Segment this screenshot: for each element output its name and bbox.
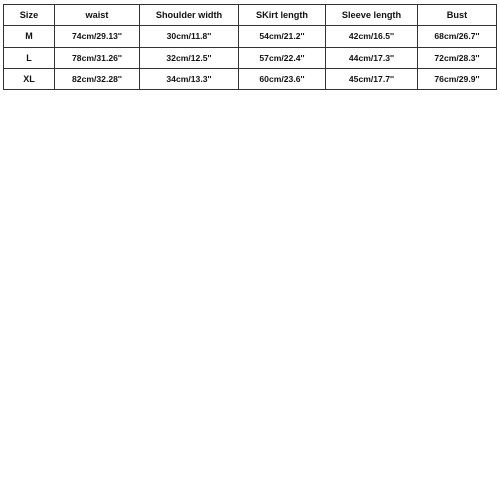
shoulder-width-cell: 32cm/12.5'' — [140, 47, 239, 68]
skirt-length-cell: 54cm/21.2'' — [239, 26, 326, 47]
skirt-length-cell: 60cm/23.6'' — [239, 68, 326, 89]
header-row — [4, 5, 497, 26]
bust-cell: 72cm/28.3'' — [418, 47, 497, 68]
sleeve-length-cell: 45cm/17.7'' — [326, 68, 418, 89]
size-cell: XL — [4, 68, 55, 89]
shoulder-width-cell: 34cm/13.3'' — [140, 68, 239, 89]
header-size: Size — [4, 5, 55, 26]
size-cell: M — [4, 26, 55, 47]
bust-cell: 68cm/26.7'' — [418, 26, 497, 47]
shoulder-width-cell: 30cm/11.8'' — [140, 26, 239, 47]
size-cell: L — [4, 47, 55, 68]
header-bust: Bust — [418, 5, 497, 26]
header-sleeve-length: Sleeve length — [326, 5, 418, 26]
sleeve-length-cell: 44cm/17.3'' — [326, 47, 418, 68]
waist-cell: 82cm/32.28'' — [55, 68, 140, 89]
table-row — [4, 68, 497, 89]
waist-cell: 78cm/31.26'' — [55, 47, 140, 68]
sleeve-length-cell: 42cm/16.5'' — [326, 26, 418, 47]
table-row — [4, 47, 497, 68]
bust-cell: 76cm/29.9'' — [418, 68, 497, 89]
table-row — [4, 26, 497, 47]
skirt-length-cell: 57cm/22.4'' — [239, 47, 326, 68]
header-waist: waist — [55, 5, 140, 26]
waist-cell: 74cm/29.13'' — [55, 26, 140, 47]
header-skirt-length: SKirt length — [239, 5, 326, 26]
size-chart-table — [3, 4, 497, 90]
header-shoulder-width: Shoulder width — [140, 5, 239, 26]
